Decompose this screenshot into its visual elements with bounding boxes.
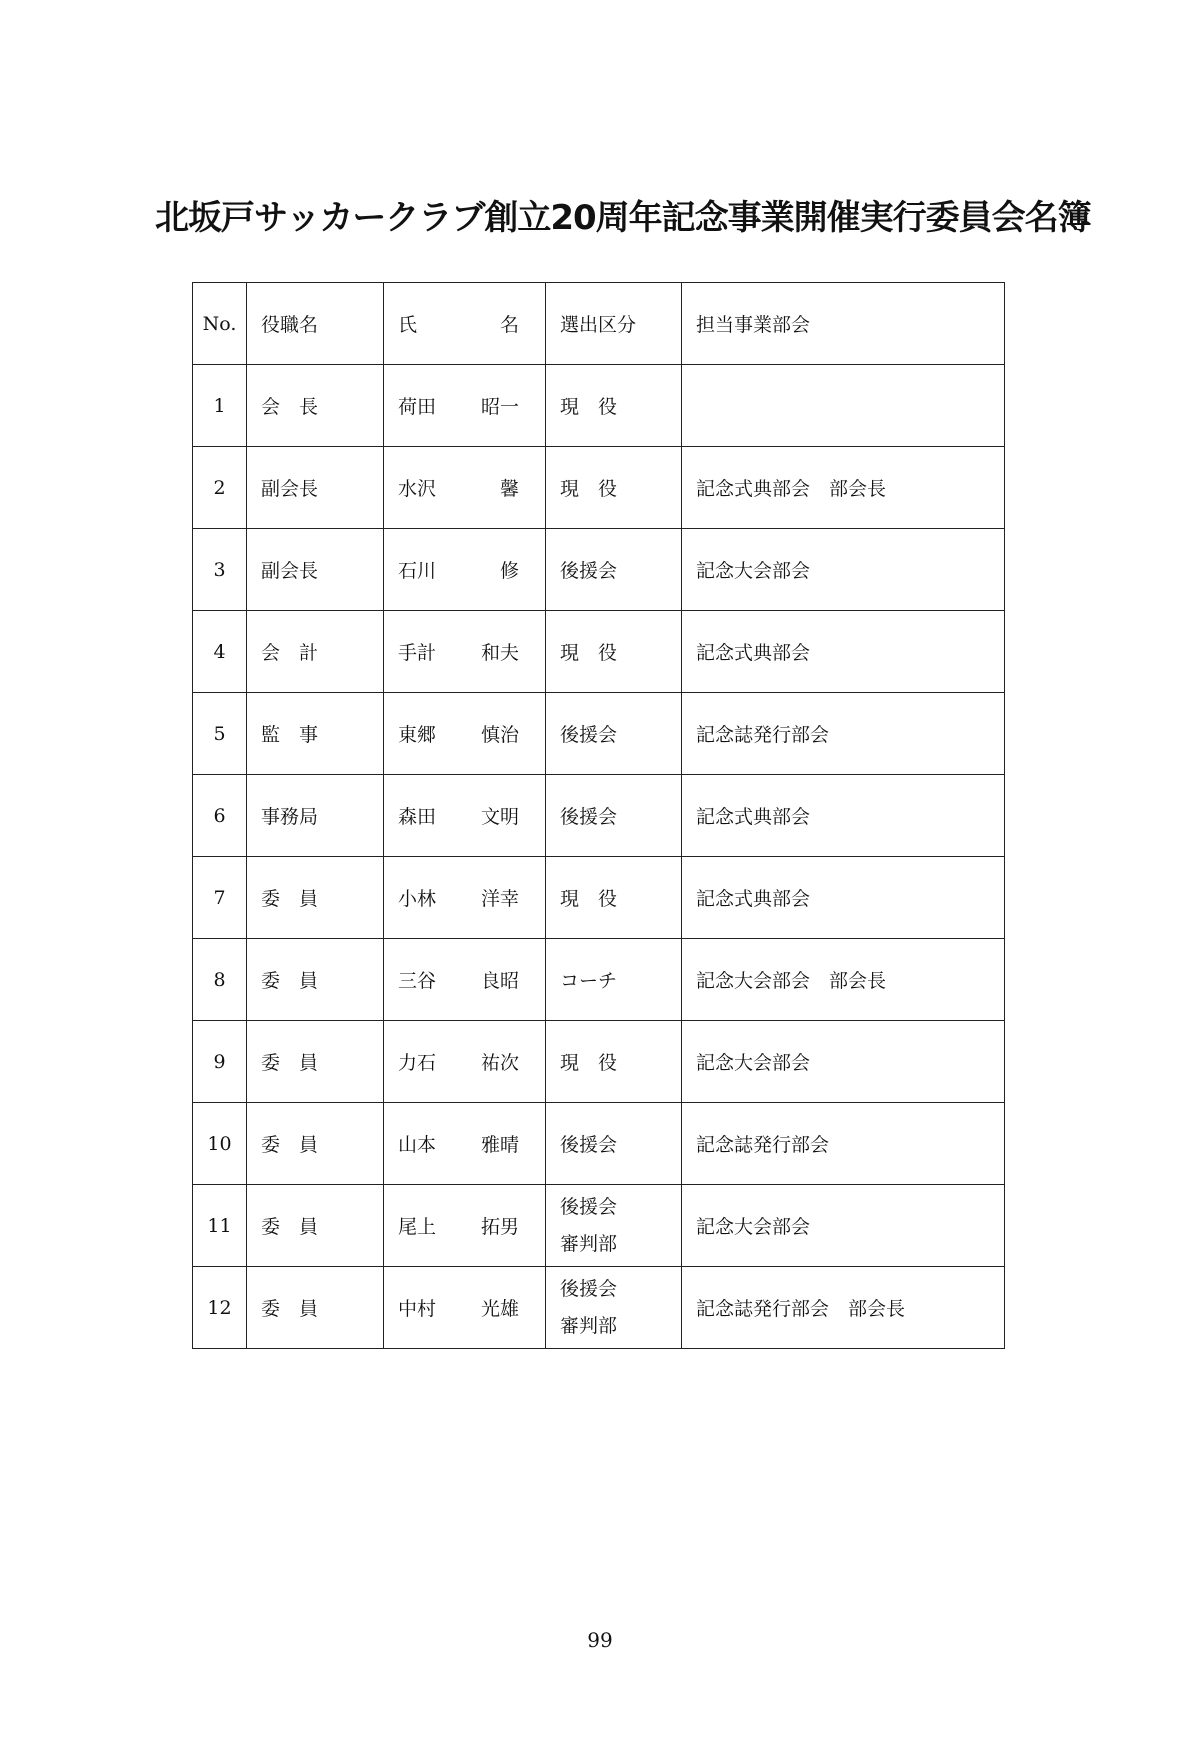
table-row (193, 775, 1005, 857)
table-row (193, 365, 1005, 447)
cell-division: 記念大会部会 部会長 (682, 939, 1005, 1021)
table-row (193, 1185, 1005, 1267)
name-family: 水沢 (398, 478, 437, 500)
table-body (193, 365, 1005, 1349)
cell-role: 委 員 (247, 1103, 384, 1185)
category-line: 後援会 (560, 560, 618, 582)
name-given: 拓男 (480, 1216, 519, 1238)
cell-category (546, 1103, 682, 1185)
cell-name (384, 365, 546, 447)
page-number: 99 (587, 1628, 613, 1652)
cell-division: 記念式典部会 (682, 775, 1005, 857)
name-given: 馨 (499, 478, 519, 500)
category-line: 後援会 (560, 1277, 618, 1300)
name-given: 祐次 (480, 1052, 519, 1074)
cell-no: 2 (193, 447, 247, 529)
cell-no: 1 (193, 365, 247, 447)
name-given: 慎治 (480, 724, 519, 746)
header-name-family: 氏 (398, 314, 418, 336)
name-given: 光雄 (480, 1298, 519, 1320)
name-family: 尾上 (398, 1216, 437, 1238)
table-row (193, 693, 1005, 775)
cell-name (384, 693, 546, 775)
name-given: 良昭 (480, 970, 519, 992)
category-line: 現 役 (560, 478, 618, 500)
category-line: 現 役 (560, 1052, 618, 1074)
cell-name (384, 1021, 546, 1103)
cell-division: 記念大会部会 (682, 1021, 1005, 1103)
header-name (384, 283, 546, 365)
category-line: 後援会 (560, 1195, 618, 1218)
category-line: 後援会 (560, 1134, 618, 1156)
table-row (193, 447, 1005, 529)
cell-category (546, 939, 682, 1021)
category-line: 現 役 (560, 888, 618, 910)
header-division: 担当事業部会 (682, 283, 1005, 365)
cell-division (682, 365, 1005, 447)
cell-no: 4 (193, 611, 247, 693)
cell-division: 記念誌発行部会 (682, 693, 1005, 775)
name-family: 小林 (398, 888, 437, 910)
table-row (193, 939, 1005, 1021)
cell-role: 会 計 (247, 611, 384, 693)
header-role: 役職名 (247, 283, 384, 365)
cell-role: 副会長 (247, 447, 384, 529)
category-line: 現 役 (560, 642, 618, 664)
cell-no: 9 (193, 1021, 247, 1103)
category-line: 現 役 (560, 396, 618, 418)
cell-role: 委 員 (247, 1267, 384, 1349)
table-row (193, 529, 1005, 611)
name-family: 中村 (398, 1298, 437, 1320)
committee-roster-table (192, 282, 1005, 1349)
cell-no: 11 (193, 1185, 247, 1267)
cell-division: 記念大会部会 (682, 529, 1005, 611)
cell-role: 委 員 (247, 857, 384, 939)
cell-category (546, 1021, 682, 1103)
table-header-row (193, 283, 1005, 365)
cell-role: 副会長 (247, 529, 384, 611)
cell-division: 記念式典部会 (682, 857, 1005, 939)
cell-category (546, 529, 682, 611)
cell-category (546, 1185, 682, 1267)
category-line: 後援会 (560, 724, 618, 746)
header-name-given: 名 (499, 314, 519, 336)
cell-role: 監 事 (247, 693, 384, 775)
name-family: 三谷 (398, 970, 437, 992)
cell-division: 記念式典部会 部会長 (682, 447, 1005, 529)
category-line: 後援会 (560, 806, 618, 828)
name-given: 修 (499, 560, 519, 582)
cell-category (546, 775, 682, 857)
table-row (193, 1103, 1005, 1185)
name-given: 洋幸 (480, 888, 519, 910)
name-family: 石川 (398, 560, 437, 582)
name-family: 力石 (398, 1052, 437, 1074)
cell-category (546, 857, 682, 939)
category-line: 審判部 (560, 1232, 618, 1255)
cell-name (384, 775, 546, 857)
cell-role: 委 員 (247, 1185, 384, 1267)
cell-category (546, 611, 682, 693)
table-row (193, 1267, 1005, 1349)
table-row (193, 1021, 1005, 1103)
cell-category (546, 365, 682, 447)
cell-no: 6 (193, 775, 247, 857)
cell-category (546, 693, 682, 775)
cell-name (384, 611, 546, 693)
name-given: 文明 (480, 806, 519, 828)
cell-name (384, 1267, 546, 1349)
header-category: 選出区分 (546, 283, 682, 365)
cell-category (546, 447, 682, 529)
name-family: 山本 (398, 1134, 437, 1156)
category-line: コーチ (560, 970, 618, 992)
cell-no: 5 (193, 693, 247, 775)
name-given: 昭一 (480, 396, 519, 418)
name-family: 東郷 (398, 724, 437, 746)
name-family: 手計 (398, 642, 437, 664)
cell-division: 記念式典部会 (682, 611, 1005, 693)
cell-division: 記念誌発行部会 部会長 (682, 1267, 1005, 1349)
category-line: 審判部 (560, 1314, 618, 1337)
cell-role: 委 員 (247, 1021, 384, 1103)
page-title: 北坂戸サッカークラブ創立20周年記念事業開催実行委員会名簿 (155, 198, 1091, 238)
table-row (193, 611, 1005, 693)
header-no: No. (193, 283, 247, 365)
name-given: 和夫 (480, 642, 519, 664)
name-family: 荷田 (398, 396, 437, 418)
cell-name (384, 939, 546, 1021)
cell-name (384, 1185, 546, 1267)
cell-no: 3 (193, 529, 247, 611)
cell-division: 記念大会部会 (682, 1185, 1005, 1267)
cell-role: 委 員 (247, 939, 384, 1021)
name-family: 森田 (398, 806, 437, 828)
cell-name (384, 447, 546, 529)
cell-no: 7 (193, 857, 247, 939)
name-given: 雅晴 (480, 1134, 519, 1156)
cell-name (384, 1103, 546, 1185)
cell-division: 記念誌発行部会 (682, 1103, 1005, 1185)
cell-no: 10 (193, 1103, 247, 1185)
cell-no: 12 (193, 1267, 247, 1349)
cell-role: 会 長 (247, 365, 384, 447)
table-row (193, 857, 1005, 939)
cell-role: 事務局 (247, 775, 384, 857)
cell-name (384, 529, 546, 611)
cell-name (384, 857, 546, 939)
cell-category (546, 1267, 682, 1349)
cell-no: 8 (193, 939, 247, 1021)
